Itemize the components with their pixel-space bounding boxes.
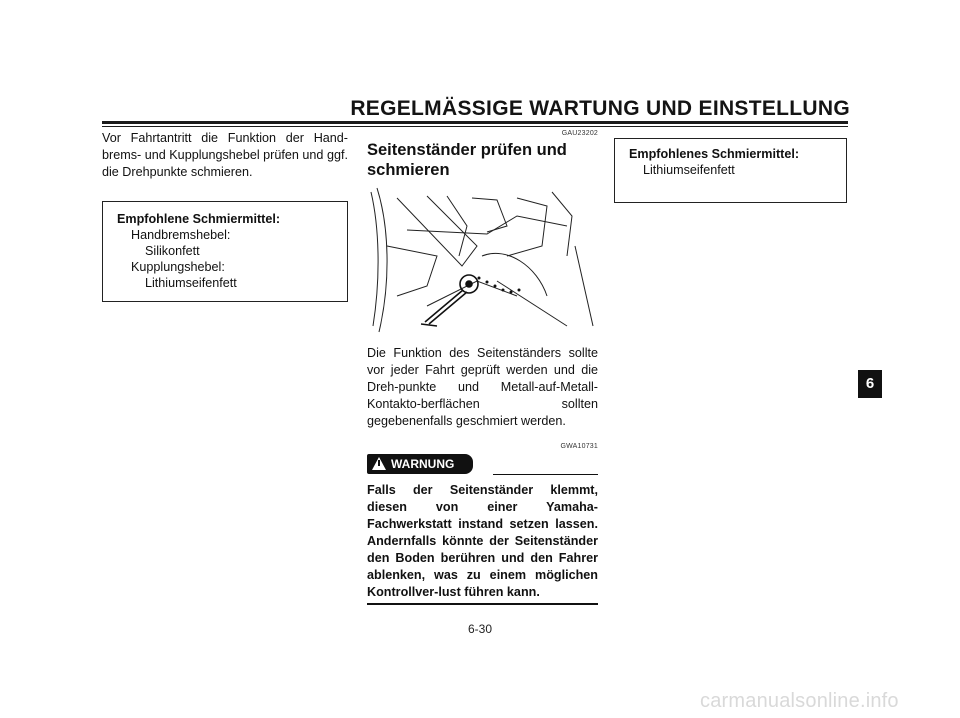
lubricant-line: Lithiumseifenfett <box>643 163 735 177</box>
lubricant-box-title: Empfohlenes Schmiermittel: <box>629 147 800 161</box>
warning-header <box>367 454 598 476</box>
lubricant-line: Handbremshebel: <box>131 228 231 242</box>
lubricant-box-title: Empfohlene Schmiermittel: <box>117 212 281 226</box>
warning-badge <box>367 454 473 474</box>
page-number: 6-30 <box>467 622 493 636</box>
warning-label: WARNUNG <box>391 457 455 471</box>
column-left <box>102 130 348 302</box>
warning-code: GWA10731 <box>560 443 598 450</box>
sidestand-illustration <box>367 186 598 336</box>
header-rule-thin <box>102 126 848 127</box>
section-title: Seitenständer prüfen und schmieren <box>367 141 567 179</box>
lubricant-line: Lithiumseifenfett <box>145 276 237 290</box>
page-header-title: REGELMÄSSIGE WARTUNG UND EINSTELLUNG <box>350 97 850 120</box>
column-middle <box>367 130 598 605</box>
header-rule <box>102 121 848 124</box>
watermark: carmanualsonline.info <box>700 690 899 712</box>
lubricant-line: Silikonfett <box>145 244 200 258</box>
lubricant-line: Kupplungshebel: <box>131 260 225 274</box>
warning-rule <box>493 474 598 475</box>
lubricant-box <box>102 201 348 302</box>
sidestand-paragraph: Die Funktion des Seitenständers sollte vor jeder Fahrt geprüft werden und die Dreh-punkte und Metall-auf-Metall-Kontakto-berflächen sollten gegebenenfalls geschmiert werden. <box>367 346 598 428</box>
section-code: GAU23202 <box>561 130 598 137</box>
intro-paragraph: Vor Fahrtantritt die Funktion der Hand-brems- und Kupplungshebel prüfen und ggf. die Drehpunkte schmieren. <box>102 131 348 179</box>
lubricant-box-right <box>614 138 847 203</box>
chapter-tab: 6 <box>858 370 882 398</box>
warning-text: Falls der Seitenständer klemmt, diesen von einer Yamaha-Fachwerkstatt instand setzen lassen. Andernfalls könnte der Seitenständer den Boden berühren und den Fahrer ablenken, was zu einem möglichen Kontrollver-lust führen kann. <box>367 482 598 605</box>
column-right <box>614 138 847 203</box>
